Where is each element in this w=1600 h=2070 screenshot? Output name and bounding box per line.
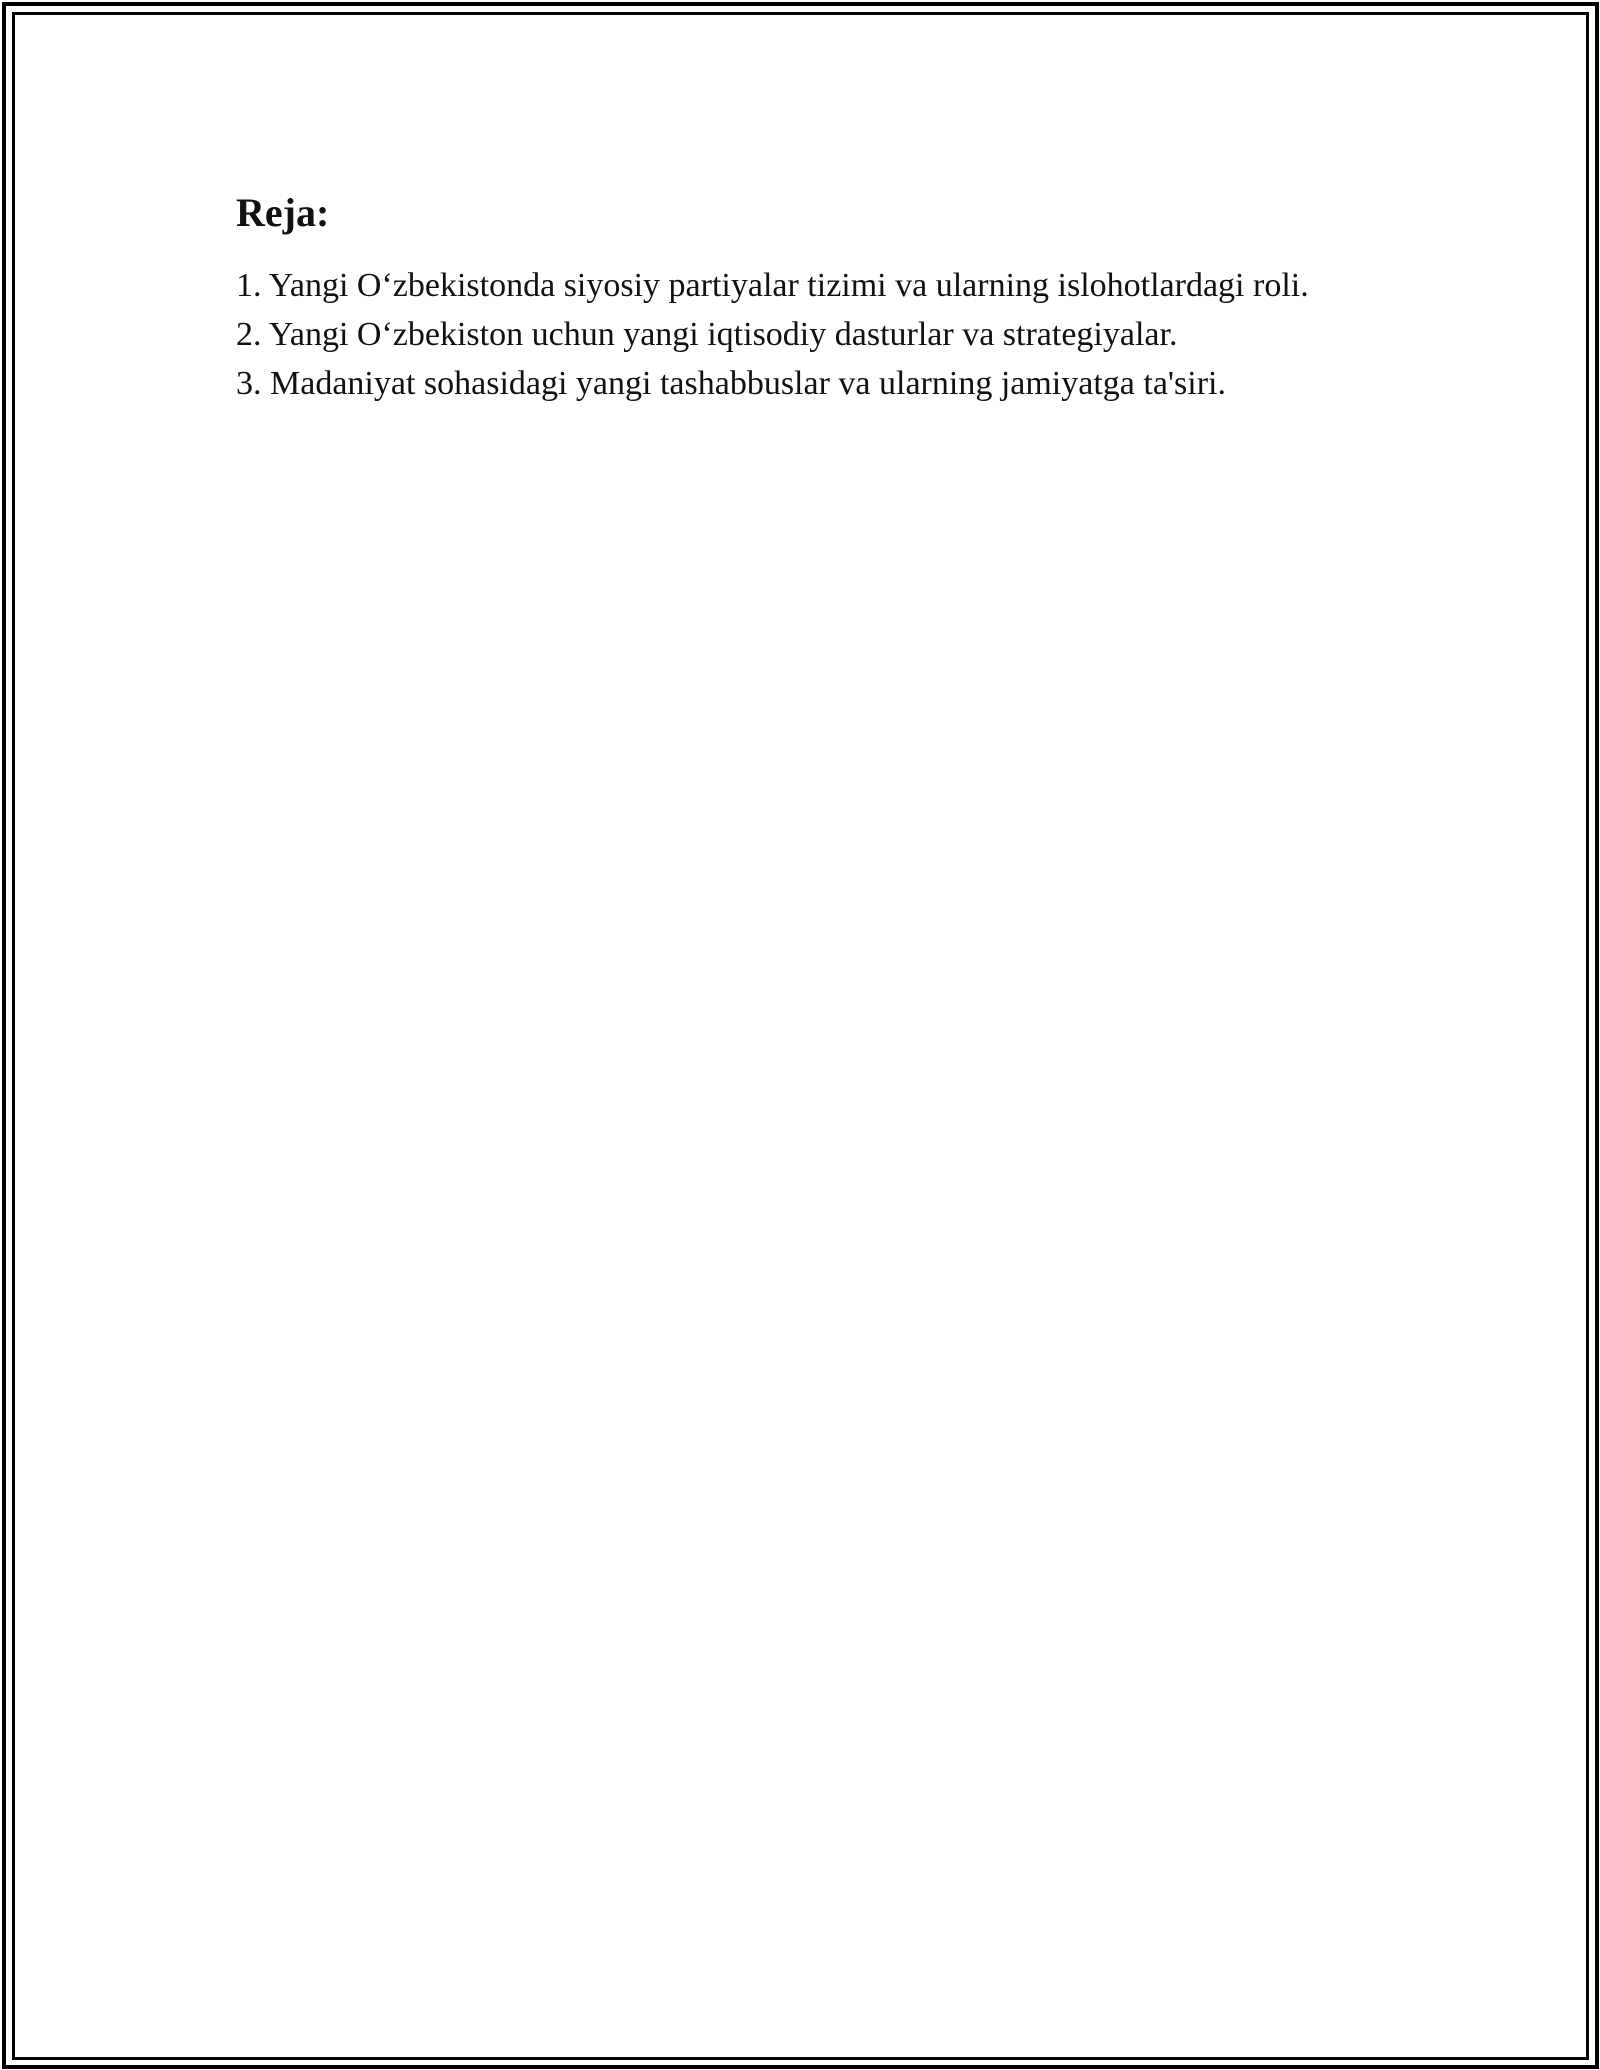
plan-item-3: 3. Madaniyat sohasidagi yangi tashabbuslar va ularning jamiyatga ta'siri. [236, 365, 1226, 402]
page-content [236, 185, 1366, 408]
plan-list [236, 261, 1366, 408]
plan-item-1: 1. Yangi O‘zbekistonda siyosiy partiyalar tizimi va ularning islohotlardagi roli. [236, 267, 1309, 304]
plan-heading: Reja: [236, 190, 330, 235]
plan-item-2: 2. Yangi O‘zbekiston uchun yangi iqtisodiy dasturlar va strategiyalar. [236, 316, 1178, 353]
